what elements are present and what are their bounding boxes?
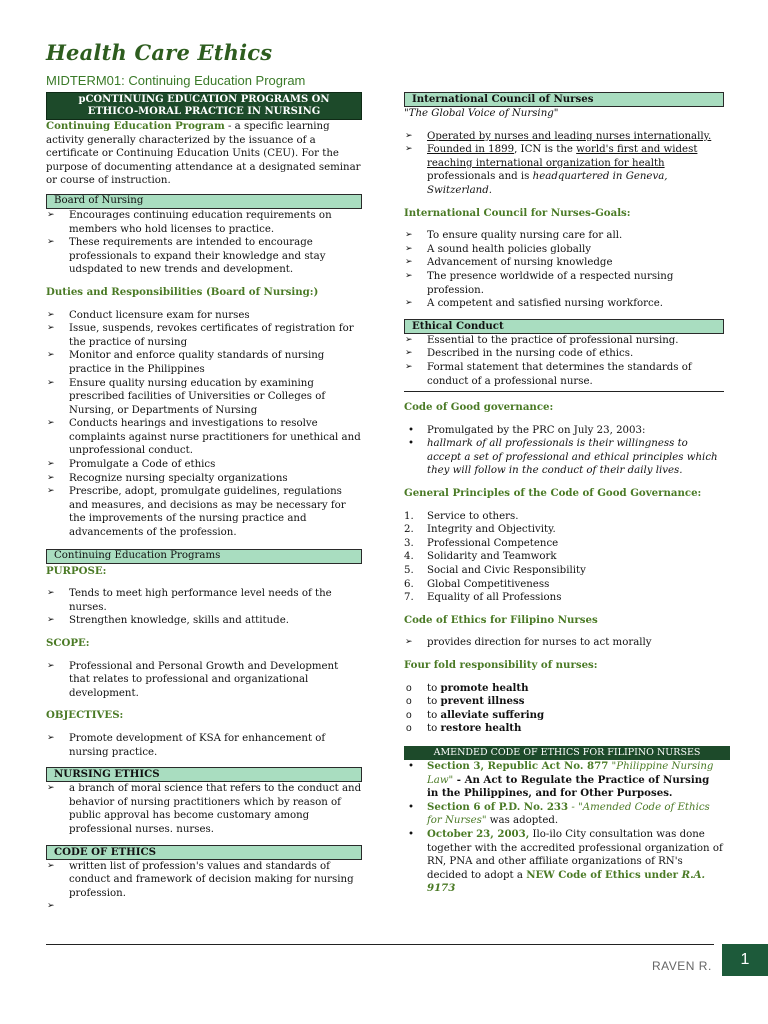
list-item: ➢ Encourages continuing education requirements on members who hold licenses to practice.: [46, 209, 362, 236]
footer-divider: [46, 944, 714, 945]
list-item: [46, 900, 362, 914]
list-item: ➢ Described in the nursing code of ethics.: [404, 347, 724, 361]
list-item: • Promulgated by the PRC on July 23, 2003:: [404, 424, 724, 438]
amended-code-list: [404, 760, 724, 896]
list-item: ➢ written list of profession's values and standards of conduct and framework of decision making for nursing profession.: [46, 860, 362, 901]
list-item: 2. Integrity and Objectivity.: [404, 524, 556, 536]
list-item: ➢ Founded in 1899, ICN is the world's first and widest reaching international organization for health professionals and is headquartered in Geneva, Switzerland.: [404, 143, 724, 197]
objectives-heading: OBJECTIVES:: [46, 709, 124, 722]
list-item: ➢ Issue, suspends, revokes certificates of registration for the practice of nursing: [46, 322, 362, 349]
general-principles-list: [404, 510, 724, 605]
fourfold-list: [404, 682, 724, 736]
main-heading: pCONTINUING EDUCATION PROGRAMS ON ETHICO-MORAL PRACTICE IN NURSING: [46, 92, 362, 120]
footer-author: RAVEN R.: [652, 959, 712, 973]
board-of-nursing-list: [46, 209, 362, 277]
nursing-ethics-heading: NURSING ETHICS: [46, 767, 362, 782]
list-item: ➢ Professional and Personal Growth and Development that relates to professional and organizational development.: [46, 660, 362, 701]
list-item: ➢ These requirements are intended to encourage professionals to expand their knowledge and stay udspdated to new trends and development.: [46, 236, 362, 277]
code-of-ethics-heading: CODE OF ETHICS: [46, 845, 362, 860]
good-governance-heading: Code of Good governance:: [404, 401, 554, 414]
left-column: [46, 92, 362, 914]
cep-definition: [46, 120, 362, 188]
list-item: ➢ Recognize nursing specialty organizations: [46, 472, 362, 486]
icn-heading: International Council of Nurses: [404, 92, 724, 107]
list-item: ➢ A competent and satisfied nursing workforce.: [404, 297, 724, 311]
list-item: ➢ provides direction for nurses to act morally: [404, 636, 724, 650]
list-item: o to restore health: [404, 722, 724, 736]
list-item: ➢ Promulgate a Code of ethics: [46, 458, 362, 472]
code-of-ethics-filipino-list: [404, 636, 724, 650]
good-governance-list: [404, 424, 724, 478]
list-item: ➢ Ensure quality nursing education by examining prescribed facilities of Universities or Colleges of Nursing, or Departments of Nursing: [46, 377, 362, 418]
list-item: 4. Solidarity and Teamwork: [404, 551, 557, 563]
scope-list: [46, 660, 362, 701]
list-item: 7. Equality of all Professions: [404, 592, 562, 604]
purpose-heading: PURPOSE:: [46, 564, 107, 577]
list-item: • hallmark of all professionals is their willingness to accept a set of professional and ethical principles which they will follow in the conduct of their daily lives.: [404, 437, 724, 478]
list-item: ➢ A sound health policies globally: [404, 243, 724, 257]
objectives-list: [46, 732, 362, 759]
list-item: 3. Professional Competence: [404, 537, 559, 549]
scope-heading: SCOPE:: [46, 637, 90, 649]
list-item: ➢ Prescribe, adopt, promulgate guidelines, regulations and measures, and decisions as may be necessary for the improvements of the nursing practice and advancements of the profession.: [46, 485, 362, 539]
divider: [404, 391, 724, 392]
ethical-conduct-list: [404, 334, 724, 388]
list-item: 5. Social and Civic Responsibility: [404, 565, 586, 577]
list-item: ➢ Conducts hearings and investigations to resolve complaints against nurse practitioners for unethical and unprofessional conduct.: [46, 417, 362, 458]
purpose-list: [46, 587, 362, 628]
icn-goals-heading: International Council for Nurses-Goals:: [404, 206, 631, 219]
list-item: ➢ Promote development of KSA for enhancement of nursing practice.: [46, 732, 362, 759]
list-item: o to promote health: [404, 682, 724, 696]
page-subtitle: MIDTERM01: Continuing Education Program: [46, 73, 306, 88]
page-title: Health Care Ethics: [46, 40, 273, 65]
list-item: 6. Global Competitiveness: [404, 578, 550, 590]
list-item: o to prevent illness: [404, 695, 724, 709]
icn-goals-list: [404, 229, 724, 311]
code-of-ethics-filipino-heading: Code of Ethics for Filipino Nurses: [404, 613, 598, 626]
duties-list: [46, 309, 362, 540]
icn-list: [404, 130, 724, 198]
list-item: o to alleviate suffering: [404, 709, 724, 723]
list-item: ➢ To ensure quality nursing care for all.: [404, 229, 724, 243]
list-item: ➢ Tends to meet high performance level needs of the nurses.: [46, 587, 362, 614]
list-item: ➢ Monitor and enforce quality standards of nursing practice in the Philippines: [46, 349, 362, 376]
fourfold-heading: Four fold responsibility of nurses:: [404, 659, 598, 671]
board-of-nursing-heading: Board of Nursing: [46, 194, 362, 209]
list-item: ➢ The presence worldwide of a respected nursing profession.: [404, 270, 724, 297]
page-number: 1: [722, 944, 768, 976]
list-item: ➢ Advancement of nursing knowledge: [404, 256, 724, 270]
ethical-conduct-heading: Ethical Conduct: [404, 319, 724, 334]
list-item: ➢ Formal statement that determines the standards of conduct of a professional nurse.: [404, 361, 724, 388]
list-item: 1. Service to others.: [404, 510, 519, 522]
nursing-ethics-list: [46, 782, 362, 836]
list-item: • Section 3, Republic Act No. 877 "Philippine Nursing Law" - An Act to Regulate the Practice of Nursing in the Philippines, and for Other Purposes.: [404, 760, 724, 801]
list-item: ➢ Operated by nurses and leading nurses internationally.: [404, 130, 724, 144]
right-column: [404, 92, 724, 896]
cep-programs-heading: Continuing Education Programs: [46, 549, 362, 564]
list-item: ➢ Strengthen knowledge, skills and attitude.: [46, 614, 362, 628]
list-item: ➢ Essential to the practice of professional nursing.: [404, 334, 724, 348]
cep-label: Continuing Education Program: [46, 120, 225, 132]
amended-code-heading: AMENDED CODE OF ETHICS FOR FILIPINO NURSES: [404, 746, 730, 760]
duties-heading: Duties and Responsibilities (Board of Nursing:): [46, 285, 319, 298]
icn-quote: "The Global Voice of Nursing": [404, 108, 559, 119]
code-of-ethics-list: [46, 860, 362, 914]
list-item: • October 23, 2003, Ilo-ilo City consultation was done together with the accredited professional organization of RN, PNA and other affiliate organizations of RN's decided to adopt a NEW Code of Ethics under R.A. 9173: [404, 828, 724, 896]
general-principles-heading: General Principles of the Code of Good Governance:: [404, 487, 702, 500]
list-item: • Section 6 of P.D. No. 233 - "Amended Code of Ethics for Nurses" was adopted.: [404, 801, 724, 828]
list-item: ➢ Conduct licensure exam for nurses: [46, 309, 362, 323]
list-item: ➢ a branch of moral science that refers to the conduct and behavior of nursing practitioners which by reason of public approval has become customary among professional nurses. nurses.: [46, 782, 362, 836]
cep-text: - a specific learning activity generally characterized by the issuance of a certificate or Continuing Education Units (CEU). For the purpose of documenting attendance at a designated seminar or course of instruction.: [46, 121, 361, 187]
